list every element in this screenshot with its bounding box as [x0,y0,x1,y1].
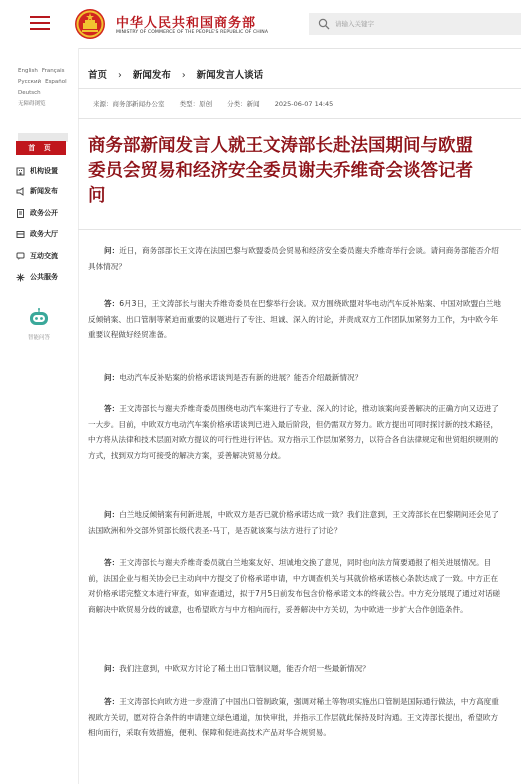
menu-icon[interactable] [30,16,50,30]
paragraph [88,507,504,538]
paragraph [88,296,504,343]
chat-icon [16,252,25,261]
sidebar-item-services[interactable] [16,270,58,284]
sidebar-item-disclosure[interactable] [16,206,58,220]
meta-source: 来源：商务部新闻办公室 [93,100,165,108]
site-title[interactable]: 中华人民共和国商务部 [116,16,257,31]
service-icon [16,273,25,282]
lang-spanish-link[interactable]: Español [45,79,67,85]
answer-label: 答： [104,697,120,706]
lang-russian-link[interactable]: Русский [18,79,42,85]
language-links [18,66,78,110]
meta-date: 2025-06-07 14:45 [274,100,334,108]
breadcrumb [88,67,263,81]
lang-french-link[interactable]: Français [41,68,65,74]
question-label: 问： [104,373,120,382]
page-title: 商务部新闻发言人就王文涛部长赴法国期间与欧盟委员会贸易和经济安全委员谢夫乔维奇会谈答记者问 [88,136,473,206]
assistant-label[interactable]: 智能问答 [28,335,51,341]
search-input[interactable] [335,15,515,33]
sidebar-item-label: 公共服务 [30,273,58,281]
sidebar-item-organization[interactable] [16,164,58,178]
breadcrumb-spokesperson[interactable]: 新闻发言人谈话 [196,70,264,81]
sidebar-item-label: 机构设置 [30,167,58,175]
lang-german-link[interactable]: Deutsch [18,90,41,96]
paragraph [88,694,504,741]
meta-type: 类型：原创 [179,100,213,108]
meta-category: 分类：新闻 [227,100,260,108]
sidebar-item-news[interactable] [16,184,58,198]
paragraph-text: 电动汽车反补贴案的价格承诺谈判是否有新的进展？能否介绍最新情况？ [119,373,363,382]
megaphone-icon [16,187,25,196]
hall-icon [16,230,25,239]
paragraph-text: 王文涛部长向欧方进一步澄清了中国出口管制政策，强调对稀土等物项实施出口管制是国际通行做法，中方高度重视欧方关切，愿对符合条件的申请建立绿色通道，加快审批，并指示工作层就此保持及时沟通。王文涛部长提出，希望欧方相向而行，采取有效措施，便利、保障和促进高技术产品对华合规贸易。 [88,697,499,737]
breadcrumb-separator: › [118,70,122,81]
top-header [0,0,521,49]
answer-label: 答： [104,558,120,567]
sidebar-item-label: 政务大厅 [30,230,58,238]
paragraph-text: 王文涛部长与谢夫乔维奇委员围绕电动汽车案进行了专业、深入的讨论，推动该案向妥善解决的正确方向又迈进了一大步。目前，中欧双方电动汽车案价格承诺谈判已进入最后阶段，但仍需双方努力。欧方提出可同时探讨新的技术路径，中方将从法律和技术层面对欧方提议的可行性进行评估。双方指示工作层加紧努力，以符合各自法律规定和世贸组织规则的方式，找到双方均可接受的解决方案，妥善解决贸易分歧。 [88,404,499,460]
search-box[interactable] [309,13,521,35]
paragraph [88,243,504,274]
paragraph [88,370,504,386]
search-icon[interactable] [318,18,330,30]
question-label: 问： [104,510,120,519]
breadcrumb-home[interactable]: 首页 [88,70,108,81]
paragraph-text: 王文涛部长与谢夫乔维奇委员就白兰地案友好、坦诚地交换了意见，同时也向法方简要通报了相关进展情况。目前，法国企业与相关协会已主动向中方提交了价格承诺申请，中方调查机关与其就价格承诺核心条款达成了一致。中方正在对价格承诺完整文本进行审查，如审查通过，拟于7月5日前发布包含价格承诺文本的终裁公告。中方充分展现了通过对话磋商解决中欧贸易分歧的诚意，也希望欧方与中方相向而行，妥善解决中方关切，为中欧进一步扩大合作创造条件。 [88,558,501,614]
paragraph [88,555,504,617]
national-emblem-icon[interactable] [74,8,106,40]
sidebar-item-interaction[interactable] [16,249,58,263]
sidebar [0,48,79,784]
answer-label: 答： [104,404,120,413]
accessibility-link[interactable]: 无障碍浏览 [18,101,46,107]
paragraph-text: 我们注意到，中欧双方讨论了稀土出口管制议题，能否介绍一些最新情况？ [119,664,370,673]
divider [78,229,521,230]
divider [78,88,521,89]
question-label: 问： [104,246,120,255]
sidebar-home-button[interactable]: 首 页 [16,141,66,155]
divider [78,118,521,119]
lang-english-link[interactable]: English [18,68,38,74]
document-icon [16,209,25,218]
paragraph-text: 近日，商务部部长王文涛在法国巴黎与欧盟委员会贸易和经济安全委员谢夫乔维奇举行会谈。请问商务部能否介绍具体情况？ [88,246,499,271]
paragraph [88,661,504,677]
sidebar-item-label: 新闻发布 [30,187,58,195]
question-label: 问： [104,664,120,673]
answer-label: 答： [104,299,120,308]
sidebar-item-label: 互动交流 [30,252,58,260]
site-subtitle: MINISTRY OF COMMERCE OF THE PEOPLE'S REPUBLIC OF CHINA [116,30,269,35]
paragraph-text: 白兰地反倾销案有何新进展，中欧双方是否已就价格承诺达成一致？我们注意到，王文涛部长在巴黎期间还会见了法国欧洲和外交部外贸部长级代表圣-马丁，是否就该案与法方进行了讨论？ [88,510,499,535]
paragraph-text: 6月3日，王文涛部长与谢夫乔维奇委员在巴黎举行会谈。双方围绕欧盟对华电动汽车反补贴案、中国对欧盟白兰地反倾销案、出口管制等紧迫而重要的议题进行了专注、坦诚、深入的讨论，并责成双方工作团队加紧努力工作，为中欧今年重要议程做好经贸准备。 [88,299,501,339]
breadcrumb-news[interactable]: 新闻发布 [132,70,171,81]
breadcrumb-separator: › [181,70,186,81]
robot-icon[interactable] [28,308,50,328]
paragraph [88,401,504,463]
sidebar-item-label: 政务公开 [30,209,58,217]
article-meta [93,99,346,108]
sidebar-item-hall[interactable] [16,227,58,241]
building-icon [16,167,25,176]
